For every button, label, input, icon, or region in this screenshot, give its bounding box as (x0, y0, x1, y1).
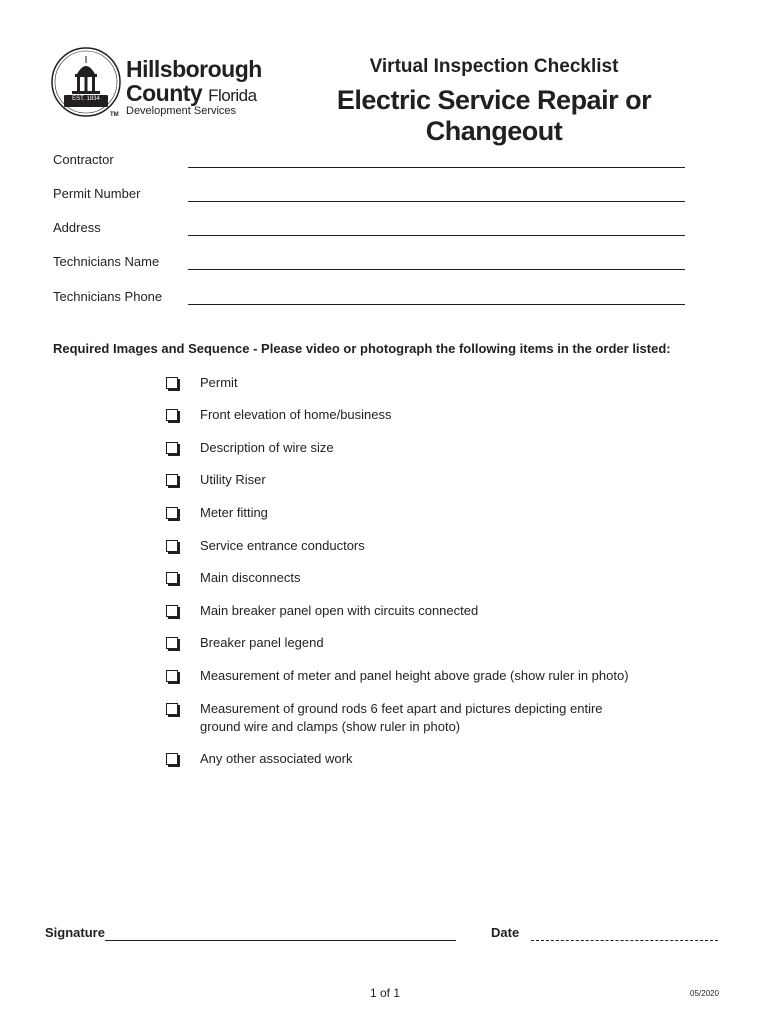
checkbox[interactable] (166, 474, 178, 486)
address-input-line[interactable] (188, 235, 685, 236)
technicians-name-input-line[interactable] (188, 269, 685, 270)
checklist-item-label: Permit (200, 375, 238, 390)
form-subtitle: Virtual Inspection Checklist (369, 56, 619, 77)
field-label: Contractor (53, 152, 114, 167)
checklist-item-label: Meter fitting (200, 505, 268, 520)
trademark-mark: TM (110, 112, 119, 118)
checklist-item-label: Main breaker panel open with circuits connected (200, 603, 479, 618)
checkbox[interactable] (166, 605, 178, 617)
technicians-name-field (53, 254, 685, 278)
address-field (53, 220, 685, 244)
logo-name-line2 (126, 80, 257, 107)
checkbox[interactable] (166, 670, 178, 682)
revision-date: 05/2020 (690, 989, 719, 998)
field-label: Address (53, 220, 101, 235)
checklist-item-label: Measurement of ground rods 6 feet apart and pictures depicting entire ground wire and clamps (show ruler in photo) (200, 701, 603, 734)
checklist-item-label: Utility Riser (200, 472, 266, 487)
checklist-item-label: Front elevation of home/business (200, 407, 392, 422)
county-seal-icon (50, 46, 122, 118)
technicians-phone-field (53, 289, 685, 313)
contractor-field (53, 152, 685, 176)
logo-state: Florida (208, 86, 257, 105)
checkbox[interactable] (166, 442, 178, 454)
checklist-item-label: Any other associated work (200, 751, 353, 766)
field-label: Technicians Name (53, 254, 160, 269)
page-number: 1 of 1 (369, 986, 401, 1000)
technicians-phone-input-line[interactable] (188, 304, 685, 305)
contractor-input-line[interactable] (188, 167, 685, 168)
form-title: Electric Service Repair or Changeout (336, 85, 652, 146)
date-label: Date (491, 925, 520, 940)
checklist-item-label: Measurement of meter and panel height above grade (show ruler in photo) (200, 668, 629, 683)
checkbox[interactable] (166, 703, 178, 715)
date-input-line[interactable] (531, 940, 718, 941)
checkbox[interactable] (166, 540, 178, 552)
checkbox[interactable] (166, 637, 178, 649)
permit-number-input-line[interactable] (188, 201, 685, 202)
logo-department: Development Services (126, 105, 237, 117)
seal-text: EST. 1834 (72, 96, 100, 102)
logo-name-line1: Hillsborough (126, 56, 262, 82)
checkbox[interactable] (166, 753, 178, 765)
checkbox[interactable] (166, 377, 178, 389)
signature-label: Signature (45, 925, 105, 940)
signature-input-line[interactable] (105, 940, 456, 941)
field-label: Permit Number (53, 186, 141, 201)
logo-county: County (126, 80, 203, 106)
checklist-item-label: Breaker panel legend (200, 635, 324, 650)
checkbox[interactable] (166, 409, 178, 421)
checklist-item-label: Main disconnects (200, 570, 301, 585)
checklist-item-label: Description of wire size (200, 440, 334, 455)
checkbox[interactable] (166, 507, 178, 519)
field-label: Technicians Phone (53, 289, 163, 304)
county-logo (50, 46, 270, 122)
checklist-item-label: Service entrance conductors (200, 538, 365, 553)
permit-number-field (53, 186, 685, 210)
instructions-heading: Required Images and Sequence - Please video or photograph the following items in the order listed: (53, 341, 671, 356)
checkbox[interactable] (166, 572, 178, 584)
